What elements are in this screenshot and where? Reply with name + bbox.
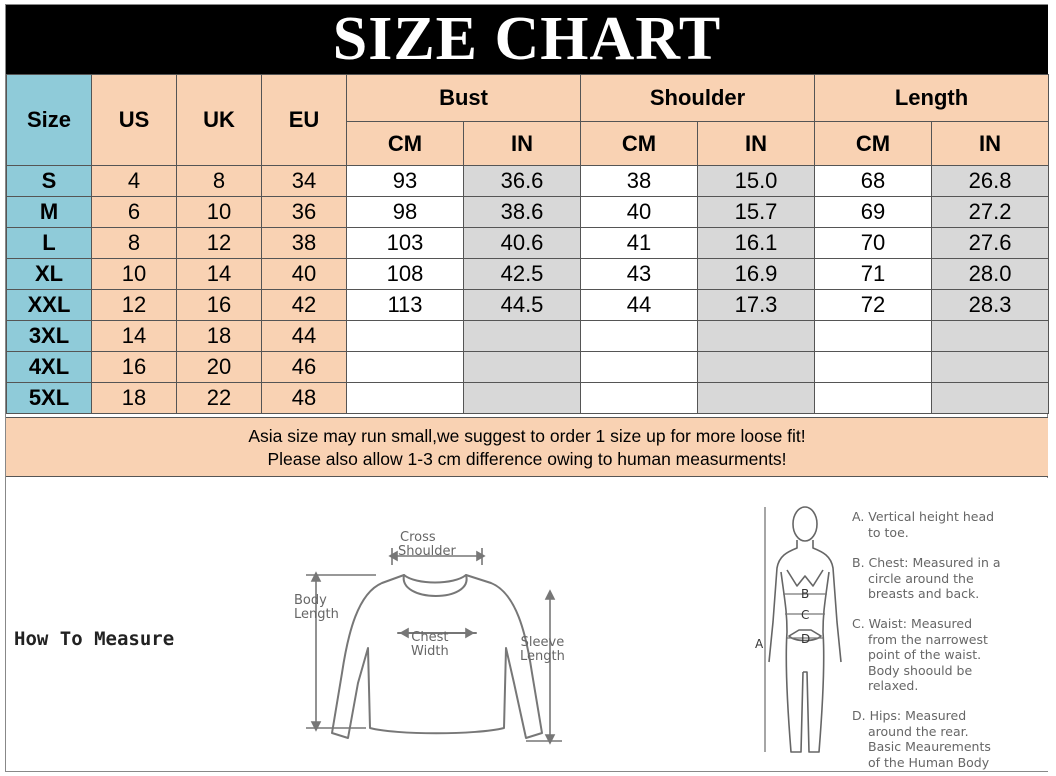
cell-us: 18 [92,383,177,414]
measure-desc-line: of the Human Body [868,754,990,770]
measure-desc-b [852,555,1001,602]
fit-note-line-1: Asia size may run small,we suggest to order 1 size up for more loose fit! [248,426,806,446]
chest-width-label-line-1: Chest [411,630,449,645]
cell-shoulder-cm: 44 [581,290,698,321]
header-shoulder-in: IN [698,122,815,166]
body-head [793,507,817,541]
how-to-measure-heading: How To Measure [14,628,175,650]
cell-bust-in [464,383,581,414]
cell-shoulder-in: 15.0 [698,166,815,197]
header-shoulder: Shoulder [581,75,815,122]
cell-size: 4XL [7,352,92,383]
cell-eu: 34 [262,166,347,197]
marker-d: D [801,632,811,646]
header-length-in: IN [932,122,1049,166]
header-length: Length [815,75,1049,122]
header-length-cm: CM [815,122,932,166]
cell-size: S [7,166,92,197]
chest-width-label [411,631,449,659]
cell-shoulder-cm [581,383,698,414]
cell-bust-cm: 113 [347,290,464,321]
measure-desc-line: Basic Meaurements [868,739,991,754]
cell-bust-cm [347,352,464,383]
cell-bust-cm: 93 [347,166,464,197]
cell-bust-in [464,352,581,383]
measure-desc-line: A. Vertical height head [852,509,995,524]
header-bust: Bust [347,75,581,122]
measure-desc-line: B. Chest: Measured in a [852,555,1001,570]
cell-bust-in [464,321,581,352]
cell-bust-cm [347,383,464,414]
marker-c: C [801,608,810,622]
measure-desc-line: point of the waist. [868,647,982,662]
cell-uk: 20 [177,352,262,383]
cell-us: 10 [92,259,177,290]
cell-shoulder-in [698,352,815,383]
body-length-label [294,594,339,622]
sweater-collar [404,575,467,596]
fit-note-line-2: Please also allow 1-3 cm difference owing to human measurments! [267,449,787,469]
measure-desc-line: C. Waist: Measured [852,616,973,631]
cell-length-cm [815,321,932,352]
cell-uk: 12 [177,228,262,259]
body-length-label-line-1: Body [294,593,327,608]
size-table [6,74,1049,414]
cell-length-in: 26.8 [932,166,1049,197]
body-torso [769,540,841,752]
cell-us: 8 [92,228,177,259]
cell-length-in [932,321,1049,352]
marker-a: A [755,637,764,651]
body-bust [787,570,823,586]
cell-shoulder-in [698,383,815,414]
cell-eu: 48 [262,383,347,414]
header-us: US [92,75,177,166]
sleeve-length-label [520,636,565,664]
cell-bust-in: 36.6 [464,166,581,197]
measure-desc-d [852,708,991,770]
cell-shoulder-in: 15.7 [698,197,815,228]
cell-length-in: 27.2 [932,197,1049,228]
cell-length-in: 28.0 [932,259,1049,290]
chest-width-label-line-2: Width [411,644,449,659]
cell-shoulder-in: 16.1 [698,228,815,259]
cell-eu: 36 [262,197,347,228]
measure-desc-line: relaxed. [868,678,919,693]
measure-desc-line: from the narrowest [868,631,988,647]
cell-length-in [932,352,1049,383]
cell-length-cm: 69 [815,197,932,228]
cell-uk: 8 [177,166,262,197]
cross-shoulder-label [398,531,456,559]
table-row [7,383,1049,414]
header-size: Size [7,75,92,166]
cell-size: XL [7,259,92,290]
cell-bust-cm: 108 [347,259,464,290]
cell-bust-in: 44.5 [464,290,581,321]
header-bust-cm: CM [347,122,464,166]
header-uk: UK [177,75,262,166]
cell-size: M [7,197,92,228]
table-row [7,321,1049,352]
sleeve-length-label-line-2: Length [520,649,565,664]
cell-shoulder-cm [581,321,698,352]
cell-uk: 16 [177,290,262,321]
cell-length-in: 28.3 [932,290,1049,321]
table-row [7,228,1049,259]
header-shoulder-cm: CM [581,122,698,166]
header-bust-in: IN [464,122,581,166]
measure-desc-line: circle around the [868,570,974,586]
cell-length-cm: 68 [815,166,932,197]
cell-length-cm: 71 [815,259,932,290]
cell-us: 12 [92,290,177,321]
cell-length-cm [815,352,932,383]
cell-uk: 18 [177,321,262,352]
marker-b: B [801,587,810,601]
cell-shoulder-in: 16.9 [698,259,815,290]
cell-bust-cm [347,321,464,352]
cell-bust-in: 38.6 [464,197,581,228]
cell-length-cm: 70 [815,228,932,259]
table-row [7,197,1049,228]
measure-desc-line: Body shoould be [868,662,973,678]
cell-length-cm: 72 [815,290,932,321]
cell-eu: 38 [262,228,347,259]
table-row [7,352,1049,383]
cell-shoulder-in [698,321,815,352]
cell-size: L [7,228,92,259]
table-row [7,166,1049,197]
how-to-measure-section [6,478,1048,771]
measure-desc-a [852,509,994,540]
measure-desc-line: around the rear. [868,723,969,739]
table-row [7,290,1049,321]
cell-length-in: 27.6 [932,228,1049,259]
measure-desc-c [852,616,988,694]
cell-size: 5XL [7,383,92,414]
cell-uk: 22 [177,383,262,414]
cell-bust-cm: 98 [347,197,464,228]
cell-length-cm [815,383,932,414]
cell-us: 14 [92,321,177,352]
page-title: SIZE CHART [6,5,1048,74]
cell-shoulder-cm [581,352,698,383]
measure-desc-line: D. Hips: Measured [852,708,967,723]
cross-shoulder-label-line-2: Shoulder [398,544,456,559]
header-eu: EU [262,75,347,166]
fit-note [6,417,1048,477]
cell-us: 4 [92,166,177,197]
cell-eu: 44 [262,321,347,352]
cell-shoulder-cm: 43 [581,259,698,290]
cell-uk: 10 [177,197,262,228]
cell-shoulder-in: 17.3 [698,290,815,321]
cell-size: 3XL [7,321,92,352]
cell-us: 6 [92,197,177,228]
sleeve-length-label-line-1: Sleeve [520,635,565,650]
table-row [7,259,1049,290]
measure-desc-line: to toe. [868,524,909,540]
cell-shoulder-cm: 41 [581,228,698,259]
cell-eu: 40 [262,259,347,290]
cell-bust-in: 42.5 [464,259,581,290]
cell-size: XXL [7,290,92,321]
cell-length-in [932,383,1049,414]
cell-uk: 14 [177,259,262,290]
cell-bust-cm: 103 [347,228,464,259]
human-body-diagram [751,502,851,762]
cell-shoulder-cm: 40 [581,197,698,228]
cell-us: 16 [92,352,177,383]
cell-shoulder-cm: 38 [581,166,698,197]
measure-desc-line: breasts and back. [868,586,980,601]
cell-bust-in: 40.6 [464,228,581,259]
cross-shoulder-label-line-1: Cross [400,530,436,545]
cell-eu: 42 [262,290,347,321]
body-length-label-line-2: Length [294,607,339,622]
cell-eu: 46 [262,352,347,383]
